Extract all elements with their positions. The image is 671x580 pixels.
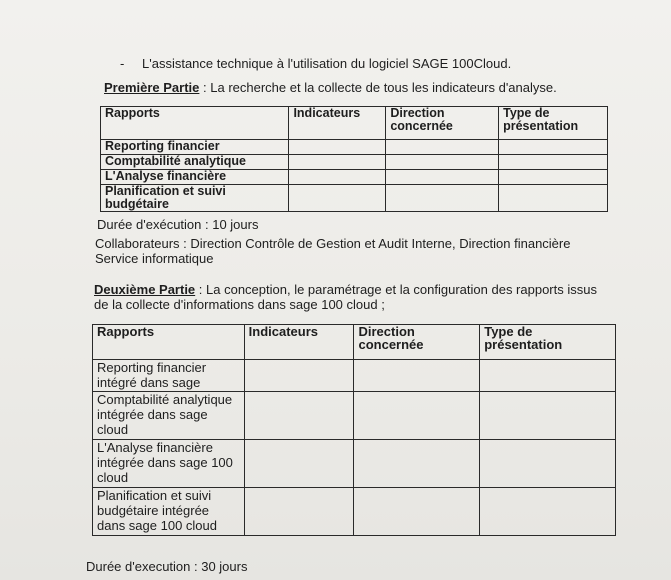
row-label: Reporting financier intégré dans sage: [93, 360, 245, 392]
table-row: [93, 440, 616, 488]
bullet-text: L'assistance technique à l'utilisation du logiciel SAGE 100Cloud.: [142, 56, 512, 71]
header-indicateurs: Indicateurs: [289, 107, 386, 140]
bullet-dash: -: [120, 56, 125, 71]
part1-collaborators: Collaborateurs : Direction Contrôle de Gestion et Audit Interne, Direction financière Service informatique: [95, 236, 571, 266]
cell: [480, 488, 616, 536]
cell: [354, 360, 480, 392]
table-row: [101, 140, 608, 155]
cell: [244, 488, 354, 536]
part2-duration: Durée d'execution : 30 jours: [86, 559, 248, 574]
table-header-row: [101, 107, 608, 140]
cell: [244, 392, 354, 440]
table-header-row: [93, 325, 616, 360]
cell: [289, 185, 386, 212]
part1-label: Première Partie: [104, 80, 200, 95]
header-rapports: Rapports: [93, 325, 245, 360]
bullet-line: [120, 56, 511, 71]
cell: [480, 392, 616, 440]
cell: [499, 155, 608, 170]
header-indicateurs: Indicateurs: [244, 325, 354, 360]
cell: [386, 140, 499, 155]
table-row: [93, 360, 616, 392]
part1-table: [100, 106, 608, 212]
cell: [480, 440, 616, 488]
table-row: [101, 170, 608, 185]
cell: [354, 440, 480, 488]
cell: [354, 392, 480, 440]
part2-text: : La conception, le paramétrage et la configuration des rapports issus de la collecte d'informations dans sage 100 cloud ;: [94, 282, 597, 312]
cell: [499, 185, 608, 212]
cell: [499, 170, 608, 185]
part1-text: : La recherche et la collecte de tous les indicateurs d'analyse.: [203, 80, 557, 95]
header-direction: Direction concernée: [386, 107, 499, 140]
row-label: Planification et suivi budgétaire intégrée dans sage 100 cloud: [93, 488, 245, 536]
part2-heading: [94, 282, 614, 312]
header-type: Type de présentation: [499, 107, 608, 140]
part1-heading: [104, 80, 557, 95]
row-label: Planification et suivi budgétaire: [101, 185, 289, 212]
cell: [386, 170, 499, 185]
row-label: Comptabilité analytique intégrée dans sage cloud: [93, 392, 245, 440]
table-row: [93, 488, 616, 536]
cell: [386, 185, 499, 212]
cell: [289, 155, 386, 170]
part1-duration: Durée d'exécution : 10 jours: [97, 217, 259, 232]
table-row: [93, 392, 616, 440]
part2-table: [92, 324, 616, 536]
row-label: L'Analyse financière: [101, 170, 289, 185]
table-row: [101, 185, 608, 212]
cell: [244, 440, 354, 488]
cell: [354, 488, 480, 536]
cell: [244, 360, 354, 392]
table-row: [101, 155, 608, 170]
header-type: Type de présentation: [480, 325, 616, 360]
row-label: Reporting financier: [101, 140, 289, 155]
cell: [289, 140, 386, 155]
part2-label: Deuxième Partie: [94, 282, 196, 297]
cell: [499, 140, 608, 155]
header-direction: Direction concernée: [354, 325, 480, 360]
cell: [480, 360, 616, 392]
cell: [289, 170, 386, 185]
row-label: L'Analyse financière intégrée dans sage 100 cloud: [93, 440, 245, 488]
row-label: Comptabilité analytique: [101, 155, 289, 170]
header-rapports: Rapports: [101, 107, 289, 140]
cell: [386, 155, 499, 170]
